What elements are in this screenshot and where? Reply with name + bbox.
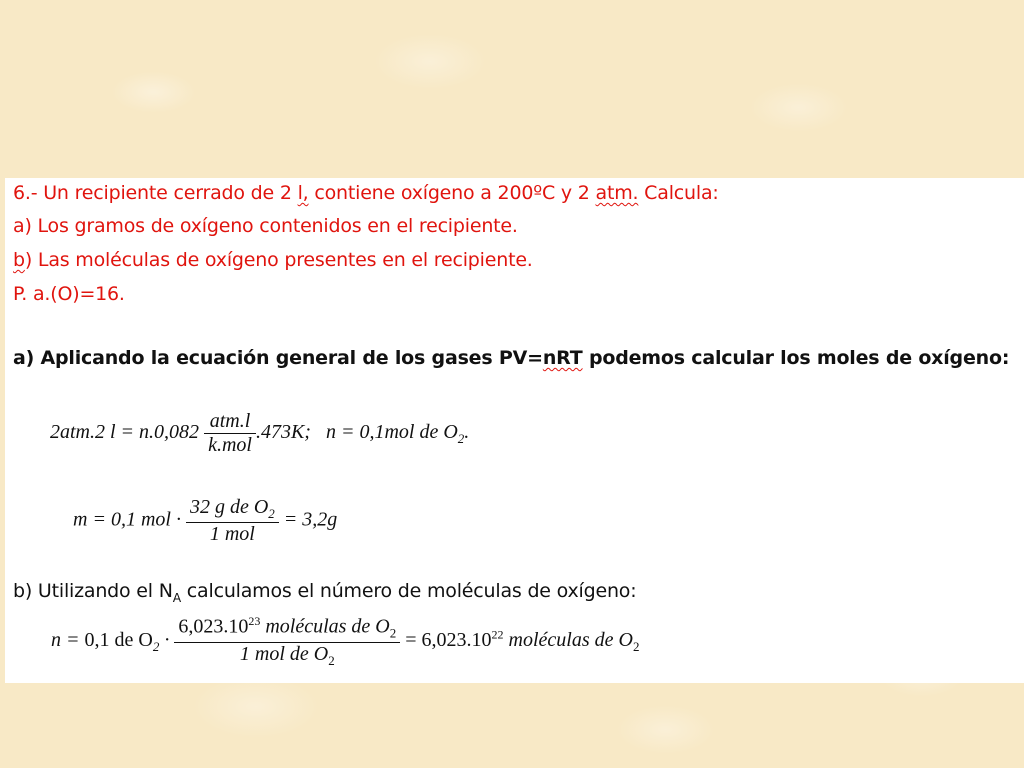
eq3-right-text: moléculas de O [503,628,633,651]
eq2-denominator: 1 mol [186,522,279,546]
eq1-fraction [204,410,256,457]
problem-line-1-part-b: contiene oxígeno a 200ºC y 2 [308,182,596,204]
eq3-numerator-sub: 2 [389,625,397,641]
equation-ideal-gas [50,410,469,457]
eq3-numerator [174,614,400,642]
problem-line-1-part-a: 6.- Un recipiente cerrado de 2 [13,182,298,204]
eq2-left: m = 0,1 mol · [73,508,181,531]
slide-panel [5,178,1024,683]
part-b-heading [13,580,636,605]
atm-unit: atm. [595,182,639,204]
eq3-right-value: = 6,023.10 [405,628,492,651]
eq3-right-sub: 2 [632,638,640,654]
eq3-numerator-text: moléculas de O [260,615,390,638]
eq2-numerator [186,496,279,522]
eq3-numerator-exp: 23 [248,614,261,628]
eq3-numerator-value: 6,023.10 [178,615,249,638]
eq3-denominator-sub: 2 [328,652,335,668]
eq1-denominator: k.mol [204,433,256,457]
avogadro-sub: A [172,590,181,605]
liters-unit: l, [297,182,309,204]
eq1-end: . [464,421,470,444]
eq3-fraction [174,614,400,669]
problem-line-3-letter: b [13,249,25,271]
equation-molecules [51,614,639,669]
eq3-left: n = [51,628,85,651]
eq1-left: 2atm.2 l = n.0,082 [50,421,200,444]
eq1-numerator: atm.l [209,410,251,432]
part-a-heading [13,347,1009,369]
eq3-denominator [174,642,400,669]
problem-line-2: a) Los gramos de oxígeno contenidos en el recipiente. [13,215,518,237]
problem-line-1-part-c: Calcula: [638,182,719,204]
eq2-right: = 3,2g [283,508,338,531]
part-b-heading-end: calculamos el número de moléculas de oxígeno: [180,580,637,602]
equation-mass [73,496,337,546]
eq3-dot: · [159,628,170,651]
part-b-heading-start: b) Utilizando el N [13,580,173,602]
problem-line-3 [13,249,533,271]
problem-line-3-text: ) Las moléculas de oxígeno presentes en el recipiente. [24,249,533,271]
eq3-mid-sub: 2 [152,638,160,654]
part-a-heading-start: a) Aplicando la ecuación general de los gases PV= [13,347,543,369]
problem-line-1 [13,182,719,204]
eq2-numerator-sub: 2 [268,506,275,521]
eq3-right-exp: 22 [491,627,504,642]
eq1-right: .473K; [255,421,311,444]
eq1-moles: n = 0,1mol de O [325,421,458,444]
atomic-mass-note: P. a.(O)=16. [13,283,125,305]
eq3-denominator-text: 1 mol de O [239,642,329,665]
eq2-fraction [186,496,279,546]
part-a-heading-end: podemos calcular los moles de oxígeno: [582,347,1010,369]
nrt-formula: nRT [542,347,583,369]
eq2-numerator-text: 32 g de O [189,496,269,518]
eq1-moles-sub: 2 [457,431,465,447]
eq3-mid: 0,1 de O [84,628,153,651]
